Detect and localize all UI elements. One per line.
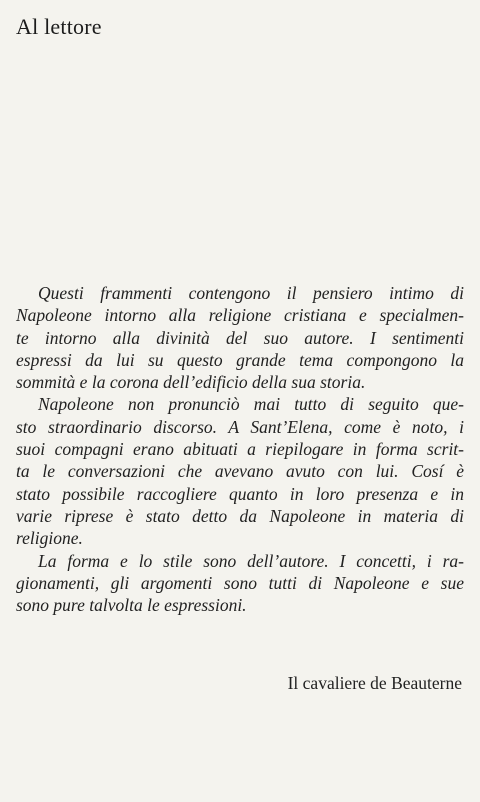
paragraph-1-line-1: Questi frammenti contengono il pensiero intimo di <box>38 283 464 303</box>
paragraph-2-line-3: suoi compagni erano abituati a riepilogare in forma scrit- <box>16 439 464 460</box>
paragraph-2-line-1: Napoleone non pronunciò mai tutto di seguito que- <box>38 394 464 415</box>
signature: Il cavaliere de Beauterne <box>287 673 462 693</box>
body-text <box>16 282 464 616</box>
paragraph-1-line-3: te intorno alla divinità del suo autore. I sentimenti <box>16 327 464 348</box>
paragraph-2-line-7: religione. <box>16 528 83 549</box>
paragraph-3-line-1: La forma e lo stile sono dell’autore. I concetti, i ra- <box>38 550 464 571</box>
paragraph-3-line-3: sono pure talvolta le espressioni. <box>16 595 247 616</box>
paragraph-1-line-5: sommità e la corona dell’edificio della sua storia. <box>16 372 366 393</box>
paragraph-2-line-4: ta le conversazioni che avevano avuto con lui. Cosí è <box>16 461 464 482</box>
paragraph-3-line-2: gionamenti, gli argomenti sono tutti di Napoleone e sue <box>16 572 464 593</box>
paragraph-1-line-2: Napoleone intorno alla religione cristiana e specialmen- <box>16 305 464 326</box>
paragraph-2-line-5: stato possibile raccogliere quanto in loro presenza e in <box>16 483 464 504</box>
paragraph-2-line-6: varie riprese è stato detto da Napoleone in materia di <box>16 505 464 526</box>
paragraph-2-line-2: sto straordinario discorso. A Sant’Elena, come è noto, i <box>16 416 464 437</box>
paragraph-1-line-4: espressi da lui su questo grande tema compongono la <box>16 349 464 370</box>
page-title: Al lettore <box>16 14 102 39</box>
